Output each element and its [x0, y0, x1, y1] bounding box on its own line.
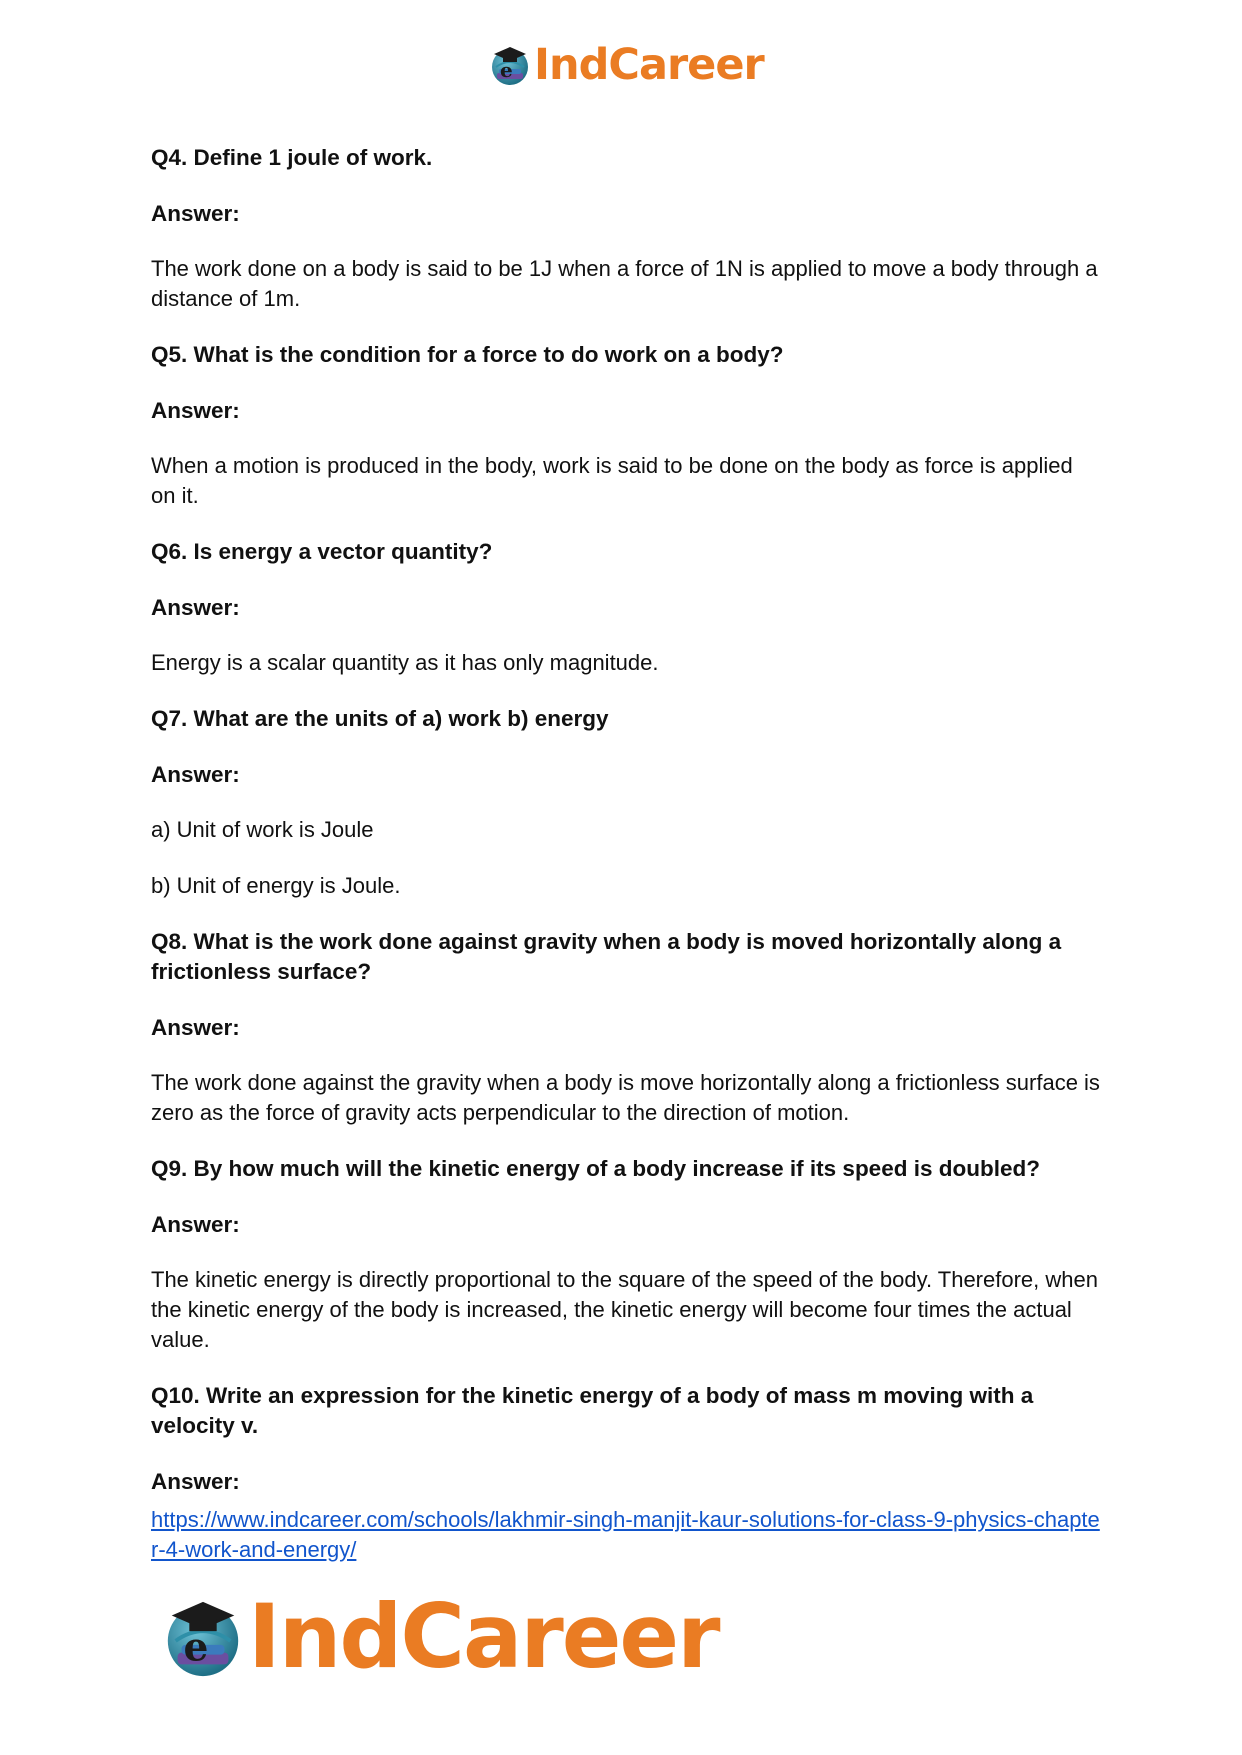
answer-label: Answer:: [151, 398, 240, 423]
header-logo: [488, 40, 764, 90]
answer-text: The work done against the gravity when a body is move horizontally along a frictionless surface is zero as the force of gravity acts perpendicular to the direction of motion.: [151, 1070, 1100, 1125]
answer-text: The work done on a body is said to be 1J when a force of 1N is applied to move a body through a distance of 1m.: [151, 256, 1098, 311]
question-q9: Q9. By how much will the kinetic energy of a body increase if its speed is doubled?: [151, 1156, 1040, 1181]
answer-text: Energy is a scalar quantity as it has only magnitude.: [151, 650, 659, 675]
logo-text: IndCareer: [248, 1585, 719, 1688]
answer-text: a) Unit of work is Joule: [151, 817, 374, 842]
question-q5: Q5. What is the condition for a force to do work on a body?: [151, 342, 784, 367]
document-body: [151, 143, 1101, 1565]
question-q4: Q4. Define 1 joule of work.: [151, 145, 433, 170]
footer-logo: [160, 1585, 719, 1688]
question-q8: Q8. What is the work done against gravity when a body is moved horizontally along a frictionless surface?: [151, 929, 1062, 984]
answer-label: Answer:: [151, 595, 240, 620]
answer-text: b) Unit of energy is Joule.: [151, 873, 401, 898]
logo-globe-icon: [488, 43, 532, 87]
solution-link[interactable]: https://www.indcareer.com/schools/lakhmir-singh-manjit-kaur-solutions-for-class-9-physics-chapter-4-work-and-energy/: [151, 1507, 1100, 1562]
answer-label: Answer:: [151, 762, 240, 787]
question-q6: Q6. Is energy a vector quantity?: [151, 539, 493, 564]
svg-text:e: e: [183, 1623, 209, 1670]
answer-label: Answer:: [151, 1469, 240, 1494]
answer-label: Answer:: [151, 1212, 240, 1237]
answer-text: The kinetic energy is directly proportional to the square of the speed of the body. Therefore, when the kinetic energy of the body is increased, the kinetic energy will become four times the actual value.: [151, 1267, 1098, 1352]
logo-text: IndCareer: [534, 40, 764, 90]
answer-label: Answer:: [151, 1015, 240, 1040]
svg-text:e: e: [500, 58, 513, 82]
answer-text: When a motion is produced in the body, work is said to be done on the body as force is applied on it.: [151, 453, 1073, 508]
answer-label: Answer:: [151, 201, 240, 226]
question-q10: Q10. Write an expression for the kinetic energy of a body of mass m moving with a velocity v.: [151, 1383, 1034, 1438]
question-q7: Q7. What are the units of a) work b) energy: [151, 706, 609, 731]
logo-globe-icon: [160, 1594, 246, 1680]
